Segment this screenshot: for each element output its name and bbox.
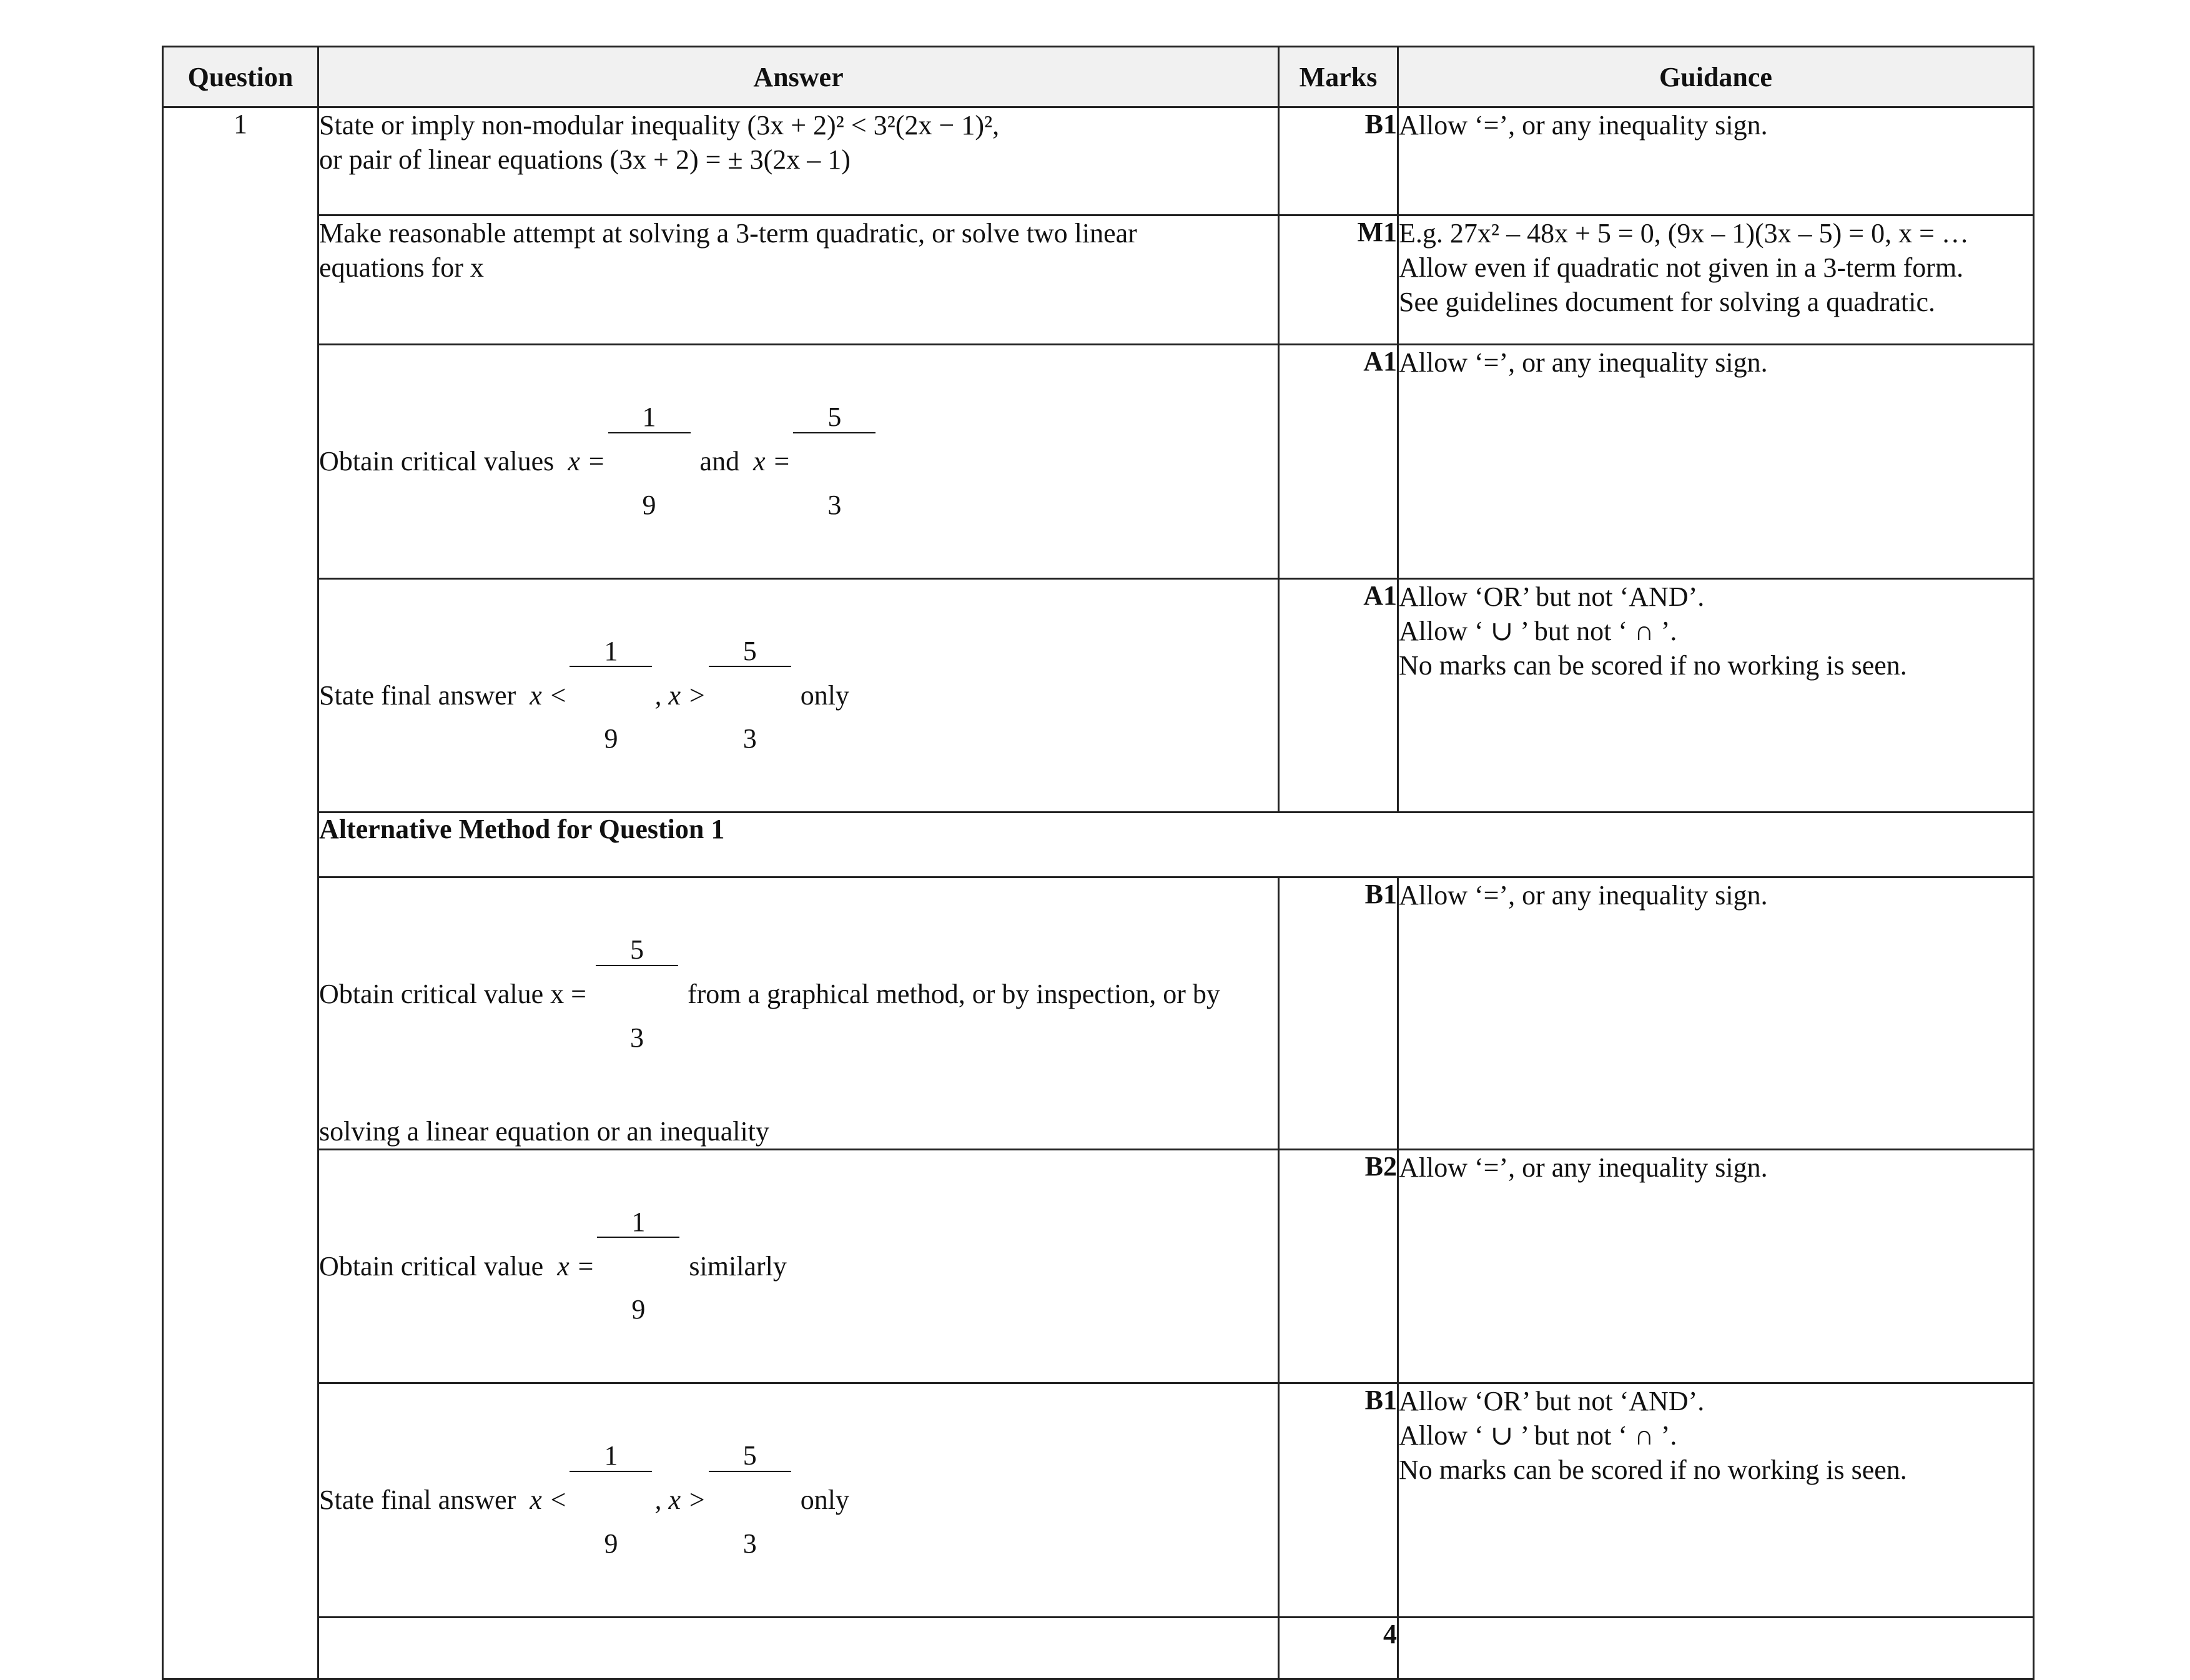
fraction-denominator: 3 xyxy=(742,723,757,754)
answer-line: Make reasonable attempt at solving a 3-term quadratic, or solve two linear xyxy=(319,218,1137,249)
guidance-cell xyxy=(1398,1383,2034,1618)
fraction-numerator: 1 xyxy=(570,637,652,667)
guidance-line: See guidelines document for solving a quadratic. xyxy=(1399,287,1935,317)
math-var: x = xyxy=(557,1250,595,1282)
guidance-line: Allow ‘OR’ but not ‘AND’. xyxy=(1399,581,1705,612)
guidance-cell xyxy=(1398,345,2034,579)
guidance-line: Allow ‘=’, or any inequality sign. xyxy=(1399,880,1768,911)
table-row xyxy=(163,215,2034,345)
fraction xyxy=(608,345,691,578)
math-var: x = xyxy=(753,446,791,477)
fraction-numerator: 5 xyxy=(709,637,791,667)
mark-cell: A1 xyxy=(1279,345,1398,579)
guidance-header: Guidance xyxy=(1398,47,2034,107)
guidance-line: Allow even if quadratic not given in a 3-term form. xyxy=(1399,252,1964,283)
answer-cell xyxy=(318,1617,1279,1679)
answer-cell xyxy=(318,877,1279,1150)
answer-text: Obtain critical value x = xyxy=(319,979,586,1010)
table-row xyxy=(163,1617,2034,1679)
fraction xyxy=(570,580,652,812)
answer-line: solving a linear equation or an inequality xyxy=(319,1115,769,1147)
table-row xyxy=(163,1383,2034,1618)
fraction-denominator: 9 xyxy=(631,1294,646,1325)
guidance-cell xyxy=(1398,1149,2034,1383)
guidance-line: E.g. 27x² – 48x + 5 = 0, (9x – 1)(3x – 5) = 0, x = … xyxy=(1399,218,1969,249)
mark-cell: B2 xyxy=(1279,1149,1398,1383)
answer-cell xyxy=(318,1383,1279,1618)
math-var: x < xyxy=(530,1485,568,1516)
mark-cell: A1 xyxy=(1279,578,1398,813)
mark-cell: B1 xyxy=(1279,877,1398,1150)
guidance-cell xyxy=(1398,107,2034,215)
guidance-line: No marks can be scored if no working is seen. xyxy=(1399,650,1907,681)
guidance-line: Allow ‘ ∪ ’ but not ‘ ∩ ’. xyxy=(1399,615,1677,646)
fraction xyxy=(596,878,678,1110)
guidance-line: Allow ‘=’, or any inequality sign. xyxy=(1399,110,1768,141)
alternative-method-heading: Alternative Method for Question 1 xyxy=(318,813,2034,877)
answer-text: only xyxy=(800,679,849,711)
fraction-numerator: 1 xyxy=(597,1208,679,1238)
mark-scheme-table xyxy=(162,46,2035,1680)
table-row xyxy=(163,345,2034,579)
math-var: x = xyxy=(568,446,606,477)
question-number: 1 xyxy=(163,107,318,1679)
fraction-numerator: 5 xyxy=(793,403,876,433)
fraction-denominator: 9 xyxy=(604,1528,618,1559)
table-row xyxy=(163,877,2034,1150)
math-var: , x > xyxy=(654,1485,706,1516)
fraction-numerator: 1 xyxy=(608,403,691,433)
fraction-numerator: 1 xyxy=(570,1441,652,1471)
guidance-line: Allow ‘=’, or any inequality sign. xyxy=(1399,347,1768,378)
guidance-line: Allow ‘=’, or any inequality sign. xyxy=(1399,1152,1768,1183)
answer-text: similarly xyxy=(689,1250,787,1282)
total-marks-cell: 4 xyxy=(1279,1617,1398,1679)
table-row xyxy=(163,107,2034,215)
mark-cell: B1 xyxy=(1279,1383,1398,1618)
table-row xyxy=(163,578,2034,813)
answer-text: Obtain critical values xyxy=(319,446,555,477)
math-var: , x > xyxy=(654,679,706,711)
answer-text: only xyxy=(800,1485,849,1516)
fraction-denominator: 9 xyxy=(642,489,656,520)
marks-header: Marks xyxy=(1279,47,1398,107)
fraction xyxy=(793,345,876,578)
answer-text: Obtain critical value xyxy=(319,1250,544,1282)
answer-cell xyxy=(318,578,1279,813)
answer-text: from a graphical method, or by inspection, or by xyxy=(688,979,1220,1010)
answer-cell xyxy=(318,345,1279,579)
guidance-cell xyxy=(1398,1617,2034,1679)
fraction xyxy=(597,1150,679,1383)
answer-cell xyxy=(318,215,1279,345)
guidance-line: No marks can be scored if no working is seen. xyxy=(1399,1455,1907,1485)
guidance-line: Allow ‘ ∪ ’ but not ‘ ∩ ’. xyxy=(1399,1420,1677,1451)
header-row xyxy=(163,47,2034,107)
guidance-cell xyxy=(1398,578,2034,813)
answer-cell xyxy=(318,1149,1279,1383)
answer-text: and xyxy=(699,446,740,477)
guidance-line: Allow ‘OR’ but not ‘AND’. xyxy=(1399,1386,1705,1416)
fraction-denominator: 3 xyxy=(742,1528,757,1559)
guidance-cell xyxy=(1398,877,2034,1150)
answer-header: Answer xyxy=(318,47,1279,107)
fraction xyxy=(709,1384,791,1616)
guidance-cell xyxy=(1398,215,2034,345)
fraction-denominator: 3 xyxy=(630,1022,644,1053)
fraction xyxy=(570,1384,652,1616)
mark-cell: M1 xyxy=(1279,215,1398,345)
fraction-denominator: 3 xyxy=(827,489,842,520)
answer-line: State or imply non-modular inequality (3x + 2)² < 3²(2x − 1)², xyxy=(319,110,1000,141)
mark-cell: B1 xyxy=(1279,107,1398,215)
fraction xyxy=(709,580,791,812)
math-var: x < xyxy=(530,679,568,711)
answer-text: State final answer xyxy=(319,679,516,711)
answer-line: equations for x xyxy=(319,252,484,283)
answer-text: State final answer xyxy=(319,1485,516,1516)
fraction-denominator: 9 xyxy=(604,723,618,754)
answer-cell xyxy=(318,107,1279,215)
table-row xyxy=(163,813,2034,877)
question-header: Question xyxy=(163,47,318,107)
table-row xyxy=(163,1149,2034,1383)
answer-line: or pair of linear equations (3x + 2) = ± 3(2x – 1) xyxy=(319,144,851,175)
fraction-numerator: 5 xyxy=(709,1441,791,1471)
fraction-numerator: 5 xyxy=(596,936,678,966)
